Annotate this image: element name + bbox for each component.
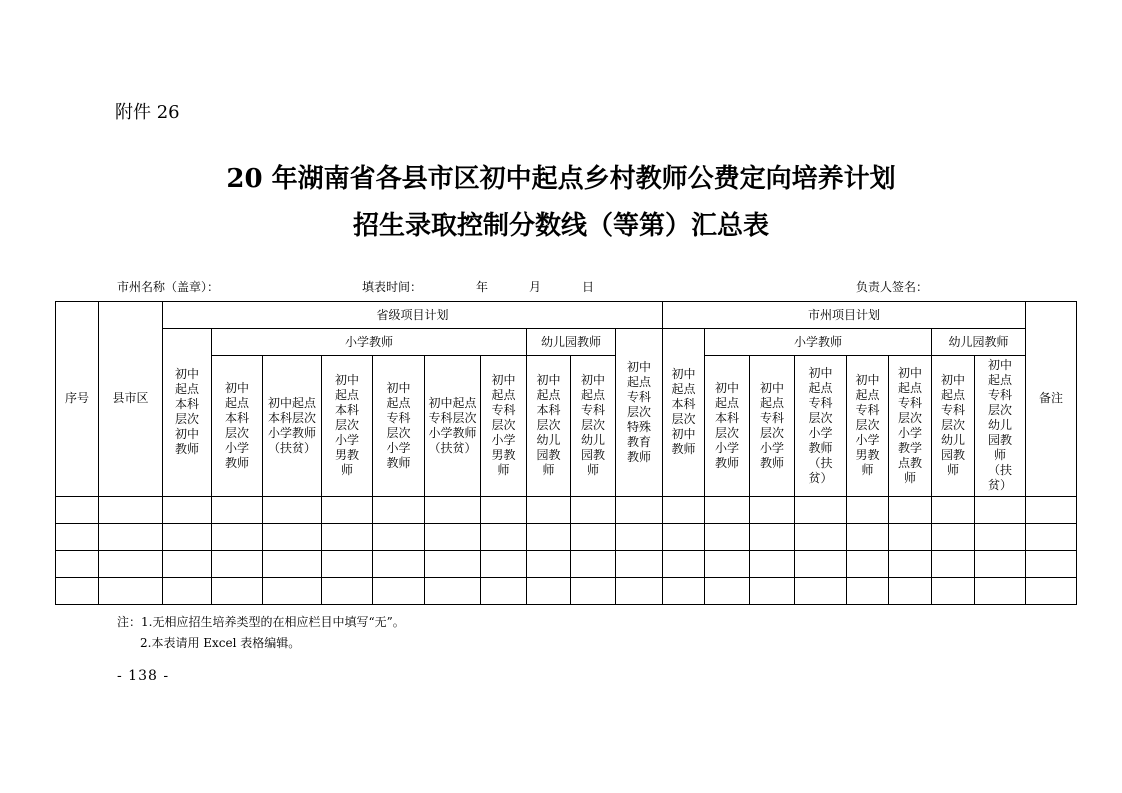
city-primary-header: 小学教师 [705,329,932,356]
table-cell[interactable] [373,523,425,550]
table-cell[interactable] [750,496,795,523]
note-1: 注：1.无相应招生培养类型的在相应栏目中填写“无”。 [117,615,405,629]
table-cell[interactable] [163,523,212,550]
title-line-2: 招生录取控制分数线（等第）汇总表 [352,211,769,241]
table-cell[interactable] [99,550,163,577]
city-name-label: 市州名称（盖章）： [117,280,220,294]
table-cell[interactable] [975,550,1026,577]
table-cell[interactable] [163,496,212,523]
serial-header: 序号 [56,302,99,497]
table-cell[interactable] [663,550,705,577]
table-cell[interactable] [56,550,99,577]
table-cell[interactable] [847,523,889,550]
table-cell[interactable] [1026,523,1077,550]
table-cell[interactable] [527,496,571,523]
table-cell[interactable] [663,577,705,604]
prov-group-header: 省级项目计划 [163,302,663,329]
table-cell[interactable] [322,550,373,577]
attachment-label: 附件 26 [115,102,180,123]
table-cell[interactable] [99,496,163,523]
table-cell[interactable] [975,577,1026,604]
prov-kinder-header: 幼儿园教师 [527,329,616,356]
city-kinder-header: 幼儿园教师 [932,329,1026,356]
table-row [56,550,1077,577]
table-cell[interactable] [795,550,847,577]
table-cell[interactable] [889,523,932,550]
city-col-header: 初中起点本科层次初中教师 [663,329,705,497]
table-cell[interactable] [889,496,932,523]
table-cell[interactable] [616,523,663,550]
prov-col-header: 初中起点本科层次小学教师（扶贫） [263,356,322,496]
table-cell[interactable] [750,523,795,550]
table-cell[interactable] [889,577,932,604]
city-col-header: 初中起点专科层次小学教学点教师 [889,356,932,496]
table-cell[interactable] [616,496,663,523]
table-cell[interactable] [975,523,1026,550]
table-cell[interactable] [1026,577,1077,604]
table-cell[interactable] [263,523,322,550]
prov-col-header: 初中起点专科层次小学男教师 [481,356,527,496]
prov-col-header: 初中起点本科层次小学教师 [212,356,263,496]
month-label: 月 [529,280,542,294]
table-cell[interactable] [795,496,847,523]
table-cell[interactable] [847,577,889,604]
table-cell[interactable] [481,523,527,550]
table-cell[interactable] [571,577,616,604]
table-cell[interactable] [263,577,322,604]
table-cell[interactable] [663,496,705,523]
table-cell[interactable] [847,496,889,523]
county-header: 县市区 [99,302,163,497]
table-cell[interactable] [425,496,481,523]
city-col-header: 初中起点专科层次幼儿园教师（扶贫） [975,356,1026,496]
table-cell[interactable] [373,577,425,604]
prov-col-header: 初中起点专科层次小学教师 [373,356,425,496]
table-cell[interactable] [481,496,527,523]
table-cell[interactable] [56,577,99,604]
table-cell[interactable] [425,577,481,604]
table-cell[interactable] [163,550,212,577]
prov-col-header: 初中起点专科层次特殊教育教师 [616,329,663,497]
table-cell[interactable] [889,550,932,577]
table-cell[interactable] [705,577,750,604]
day-label: 日 [582,280,595,294]
table-cell[interactable] [99,523,163,550]
table-cell[interactable] [527,577,571,604]
table-cell[interactable] [616,550,663,577]
table-cell[interactable] [425,550,481,577]
prov-col-header: 初中起点本科层次初中教师 [163,329,212,497]
table-cell[interactable] [373,550,425,577]
table-cell[interactable] [212,496,263,523]
table-cell[interactable] [322,496,373,523]
table-cell[interactable] [481,577,527,604]
prov-col-header: 初中起点专科层次幼儿园教师 [571,356,616,496]
prov-col-header: 初中起点专科层次小学教师（扶贫） [425,356,481,496]
table-cell[interactable] [932,550,975,577]
table-cell[interactable] [795,523,847,550]
table-cell[interactable] [263,496,322,523]
title-line-1: 20 年湖南省各县市区初中起点乡村教师公费定向培养计划 [226,164,896,194]
table-cell[interactable] [322,523,373,550]
table-row [56,577,1077,604]
table-cell[interactable] [932,496,975,523]
table-cell[interactable] [322,577,373,604]
city-group-header: 市州项目计划 [663,302,1026,329]
table-cell[interactable] [212,577,263,604]
table-cell[interactable] [750,577,795,604]
table-cell[interactable] [1026,550,1077,577]
prov-col-header: 初中起点本科层次幼儿园教师 [527,356,571,496]
city-col-header: 初中起点专科层次小学男教师 [847,356,889,496]
table-cell[interactable] [212,550,263,577]
page-number: - 138 - [117,668,170,684]
city-col-header: 初中起点专科层次幼儿园教师 [932,356,975,496]
table-cell[interactable] [705,523,750,550]
table-cell[interactable] [705,496,750,523]
table-cell[interactable] [527,550,571,577]
table-cell[interactable] [616,577,663,604]
table-cell[interactable] [212,523,263,550]
table-cell[interactable] [750,550,795,577]
note-2: 2.本表请用 Excel 表格编辑。 [140,636,301,650]
remark-header: 备注 [1026,302,1077,497]
table-cell[interactable] [705,550,750,577]
table-cell[interactable] [663,523,705,550]
table-cell[interactable] [847,550,889,577]
table-cell[interactable] [99,577,163,604]
table-cell[interactable] [527,523,571,550]
table-cell[interactable] [263,550,322,577]
city-col-header: 初中起点专科层次小学教师（扶贫） [795,356,847,496]
table-cell[interactable] [932,577,975,604]
table-row [56,523,1077,550]
table-cell[interactable] [163,577,212,604]
summary-table [55,301,1077,605]
table-cell[interactable] [373,496,425,523]
table-row [56,496,1077,523]
table-cell[interactable] [571,496,616,523]
signer-label: 负责人签名： [856,280,929,294]
year-label: 年 [476,280,489,294]
table-cell[interactable] [56,523,99,550]
table-cell[interactable] [56,496,99,523]
table-cell[interactable] [1026,496,1077,523]
fill-time-label: 填表时间： [362,280,423,294]
table-cell[interactable] [932,523,975,550]
city-col-header: 初中起点专科层次小学教师 [750,356,795,496]
table-cell[interactable] [481,550,527,577]
prov-col-header: 初中起点本科层次小学男教师 [322,356,373,496]
table-cell[interactable] [571,523,616,550]
table-cell[interactable] [571,550,616,577]
city-col-header: 初中起点本科层次小学教师 [705,356,750,496]
table-cell[interactable] [795,577,847,604]
table-cell[interactable] [975,496,1026,523]
table-cell[interactable] [425,523,481,550]
prov-primary-header: 小学教师 [212,329,527,356]
